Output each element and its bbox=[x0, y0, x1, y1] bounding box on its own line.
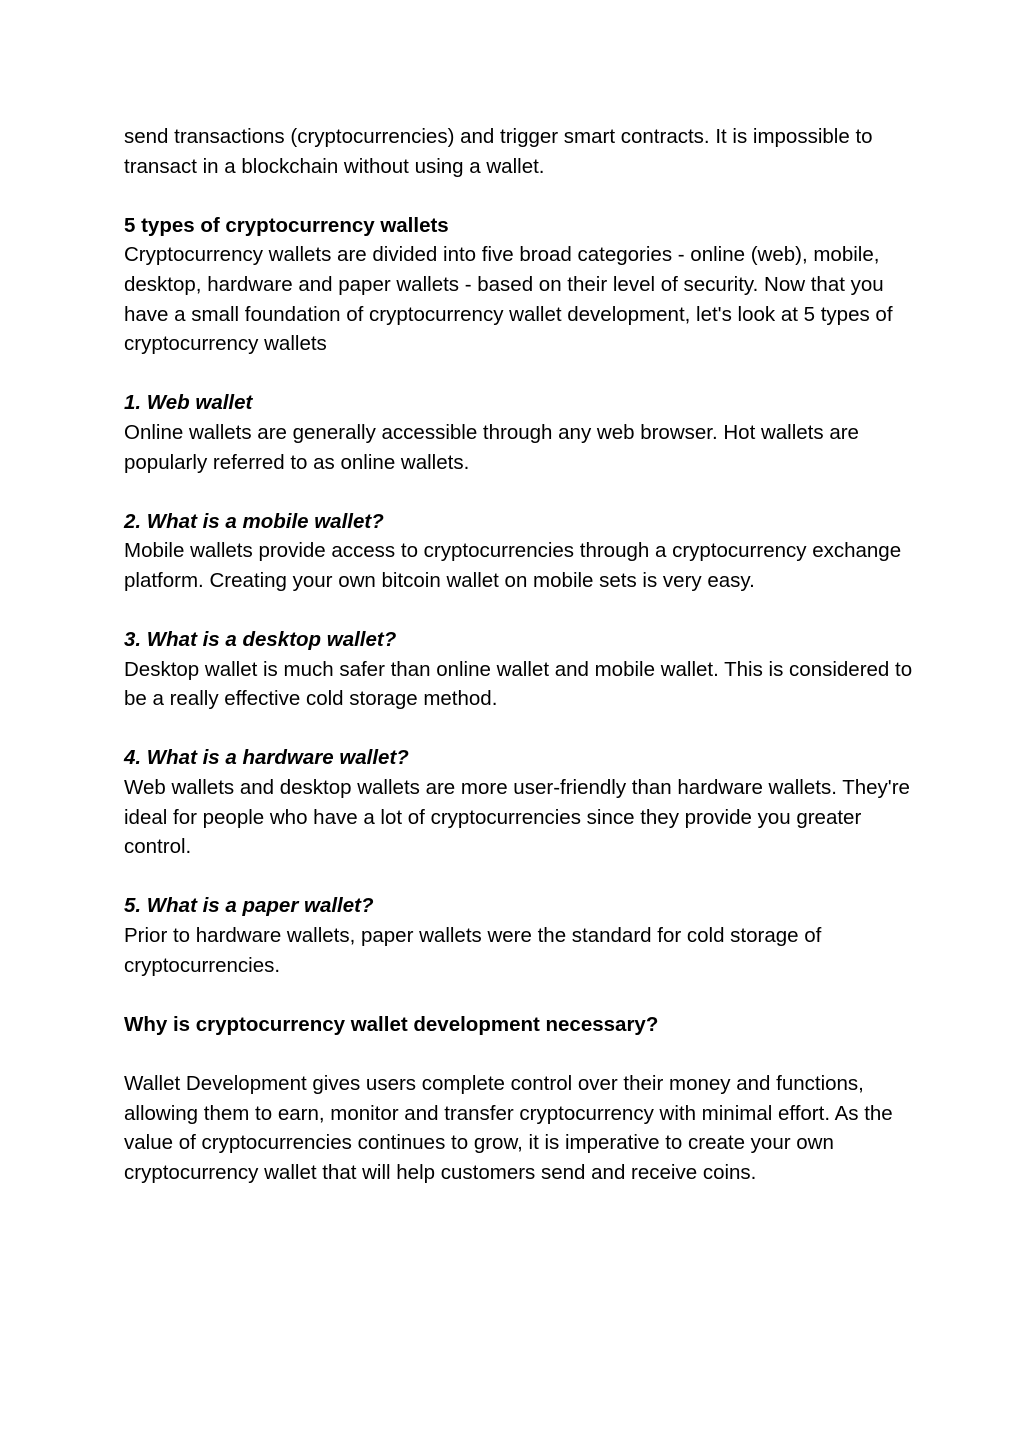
document-page bbox=[124, 122, 914, 1187]
paragraph-gap bbox=[124, 980, 914, 1010]
paper-wallet-paragraph: Prior to hardware wallets, paper wallets were the standard for cold storage of cryptocurrencies. bbox=[124, 924, 822, 977]
desktop-wallet-heading: 3. What is a desktop wallet? bbox=[124, 628, 397, 652]
paragraph-gap bbox=[124, 181, 914, 211]
intro-paragraph: send transactions (cryptocurrencies) and trigger smart contracts. It is impossible to transact in a blockchain without using a wallet. bbox=[124, 125, 873, 178]
hardware-wallet-paragraph: Web wallets and desktop wallets are more user-friendly than hardware wallets. They're ideal for people who have a lot of cryptocurrencies since they provide you greater control. bbox=[124, 776, 910, 859]
why-paragraph: Wallet Development gives users complete control over their money and functions, allowing them to earn, monitor and transfer cryptocurrency with minimal effort. As the value of cryptocurrencies continues to grow, it is imperative to create your own cryptocurrency wallet that will help customers send and receive coins. bbox=[124, 1072, 893, 1184]
web-wallet-paragraph: Online wallets are generally accessible through any web browser. Hot wallets are popularly referred to as online wallets. bbox=[124, 420, 859, 474]
paragraph-gap bbox=[124, 359, 914, 389]
why-heading: Why is cryptocurrency wallet development necessary? bbox=[124, 1012, 659, 1036]
paragraph-gap bbox=[124, 477, 914, 507]
paragraph-gap bbox=[124, 1039, 914, 1069]
mobile-wallet-heading: 2. What is a mobile wallet? bbox=[124, 509, 384, 533]
web-wallet-heading: 1. Web wallet bbox=[124, 391, 253, 415]
mobile-wallet-paragraph: Mobile wallets provide access to cryptocurrencies through a cryptocurrency exchange platform. Creating your own bitcoin wallet on mobile sets is very easy. bbox=[124, 539, 902, 592]
types-paragraph: Cryptocurrency wallets are divided into five broad categories - online (web), mobile, desktop, hardware and paper wallets - based on their level of security. Now that you have a small foundation of cryptocurrency wallet development, let's look at 5 types of cryptocurrency wallets bbox=[124, 243, 893, 356]
paragraph-gap bbox=[124, 714, 914, 744]
paragraph-gap bbox=[124, 862, 914, 892]
paper-wallet-heading: 5. What is a paper wallet? bbox=[124, 894, 374, 918]
paragraph-gap bbox=[124, 596, 914, 626]
desktop-wallet-paragraph: Desktop wallet is much safer than online wallet and mobile wallet. This is considered to be a really effective cold storage method. bbox=[124, 657, 913, 711]
hardware-wallet-heading: 4. What is a hardware wallet? bbox=[124, 746, 409, 770]
types-heading: 5 types of cryptocurrency wallets bbox=[124, 213, 449, 237]
